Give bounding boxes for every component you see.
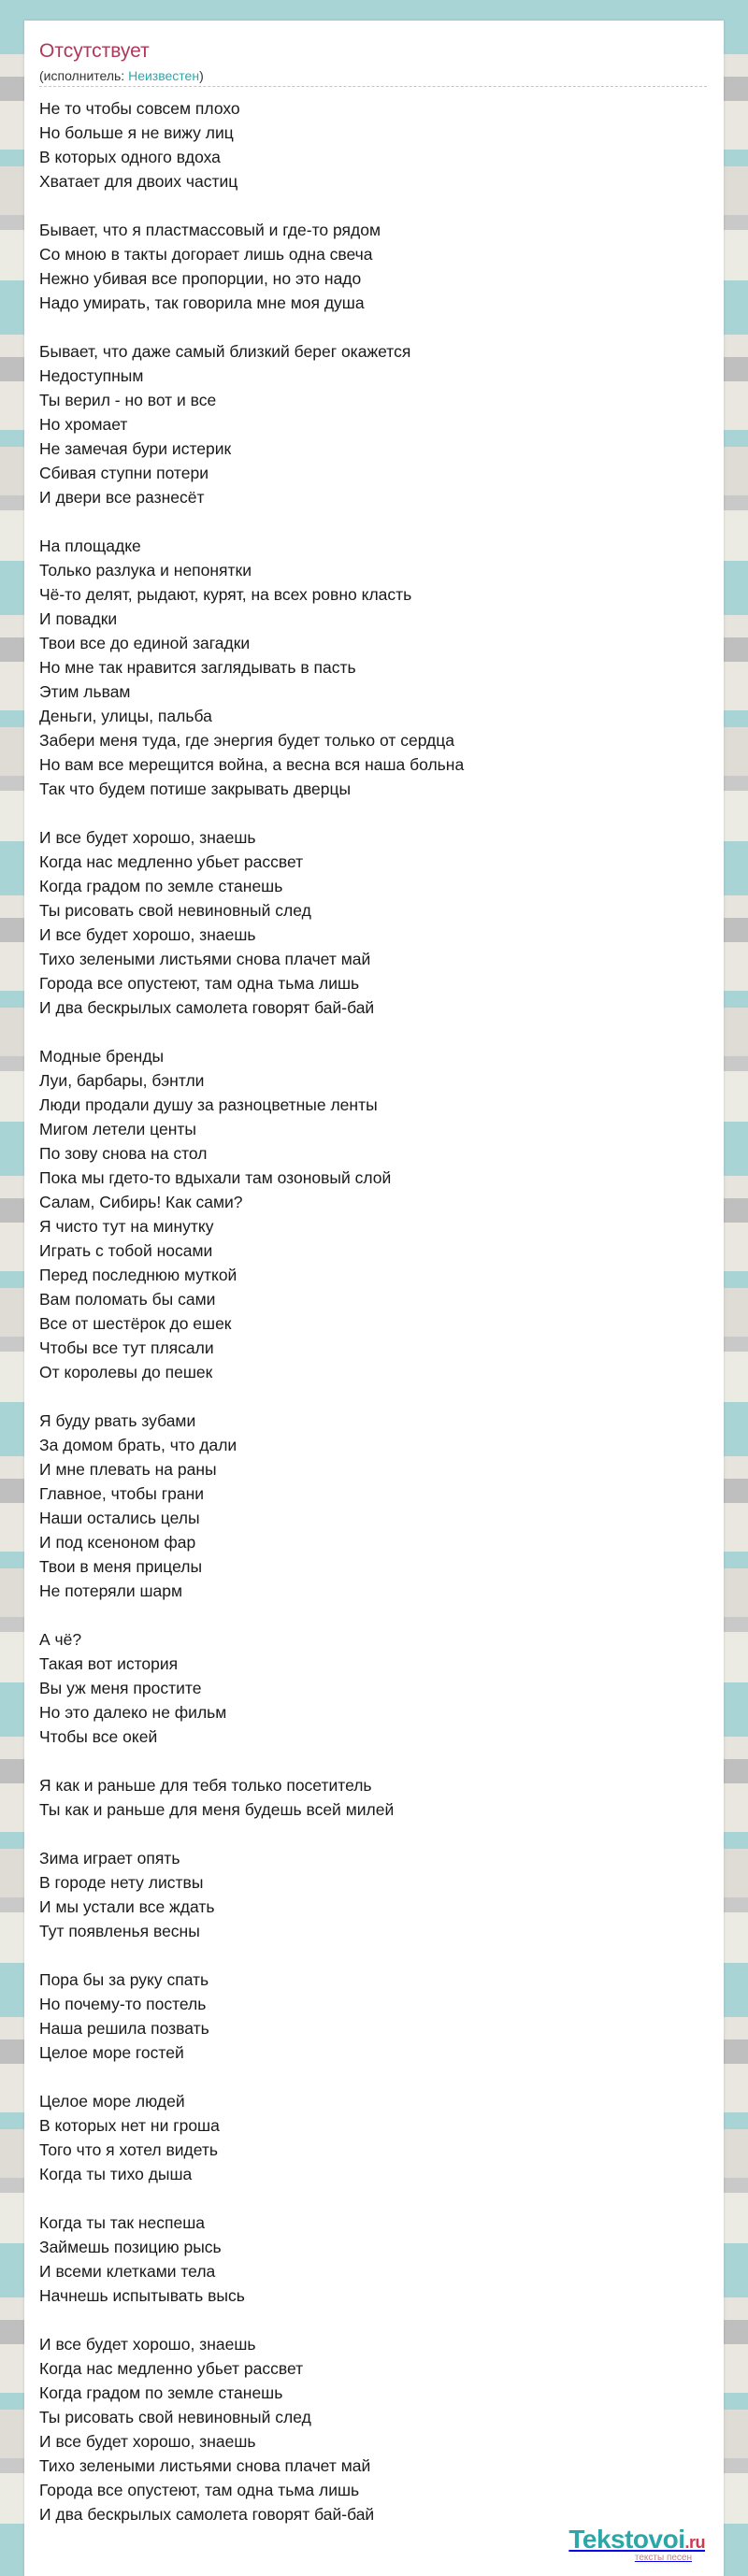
lyric-line: И все будет хорошо, знаешь <box>39 2432 256 2451</box>
lyric-line: Тут появленья весны <box>39 1922 200 1940</box>
lyric-line: В городе нету листвы <box>39 1873 204 1892</box>
lyric-line: В которых нет ни гроша <box>39 2116 220 2135</box>
stanza-break <box>39 2065 707 2089</box>
lyric-line: Когда нас медленно убьет рассвет <box>39 2359 304 2378</box>
lyric-line: Бывает, что я пластмассовый и где-то рядом <box>39 221 381 239</box>
stanza-break <box>39 1603 707 1627</box>
lyric-line: Но это далеко не фильм <box>39 1703 227 1722</box>
stanza-break <box>39 2186 707 2211</box>
site-logo[interactable] <box>568 2526 705 2563</box>
lyric-line: На площадке <box>39 537 141 555</box>
stanza-break <box>39 1822 707 1846</box>
lyric-line: Мигом летели центы <box>39 1120 196 1138</box>
lyric-line: Чтобы все окей <box>39 1727 158 1746</box>
artist-prefix: (исполнитель: <box>39 68 129 83</box>
lyric-line: Но вам все мерещится война, а весна вся наша больна <box>39 755 465 774</box>
lyric-line: Надо умирать, так говорила мне моя душа <box>39 293 365 312</box>
artist-link[interactable]: Неизвестен <box>128 68 200 83</box>
stanza-break <box>39 2308 707 2332</box>
lyric-line: Забери меня туда, где энергия будет только от сердца <box>39 731 455 750</box>
logo-wordmark <box>568 2526 705 2553</box>
lyric-line: Но больше я не вижу лиц <box>39 123 234 142</box>
header-divider <box>39 86 707 87</box>
lyric-line: По зову снова на стол <box>39 1144 208 1163</box>
lyric-line: Перед последнюю муткой <box>39 1266 237 1284</box>
lyric-line: И всеми клетками тела <box>39 2262 216 2281</box>
lyric-line: Займешь позицию рысь <box>39 2238 222 2256</box>
lyric-line: И два бескрылых самолета говорят бай-бай <box>39 998 375 1017</box>
lyric-line: Наши остались целы <box>39 1509 200 1527</box>
lyric-line: Деньги, улицы, пальба <box>39 707 212 725</box>
logo-name: Tekstovoi <box>568 2525 685 2554</box>
lyric-line: Я буду рвать зубами <box>39 1411 196 1430</box>
stanza-break <box>39 801 707 825</box>
lyric-line: Целое море гостей <box>39 2043 184 2062</box>
lyric-line: Только разлука и непонятки <box>39 561 252 580</box>
lyric-line: Вы уж меня простите <box>39 1679 202 1697</box>
lyric-line: Чтобы все тут плясали <box>39 1338 214 1357</box>
lyric-line: Твои все до единой загадки <box>39 634 251 652</box>
lyric-line: Так что будем потише закрывать дверцы <box>39 780 352 798</box>
lyric-line: Пока мы гдето-то вдыхали там озоновый слой <box>39 1168 392 1187</box>
lyric-line: И все будет хорошо, знаешь <box>39 2335 256 2354</box>
lyric-line: Целое море людей <box>39 2092 185 2111</box>
lyric-line: Я как и раньше для тебя только посетитель <box>39 1776 372 1795</box>
lyric-line: И все будет хорошо, знаешь <box>39 828 256 847</box>
lyric-line: Салам, Сибирь! Как сами? <box>39 1193 243 1211</box>
lyric-line: Тихо зелеными листьями снова плачет май <box>39 950 371 968</box>
lyric-line: Этим львам <box>39 682 131 701</box>
lyric-line: Тихо зелеными листьями снова плачет май <box>39 2456 371 2475</box>
lyric-line: И мы устали все ждать <box>39 1897 215 1916</box>
lyric-line: Недоступным <box>39 366 144 385</box>
song-title: Отсутствует <box>39 40 150 62</box>
lyric-line: Когда ты так неспеша <box>39 2213 205 2232</box>
stanza-break <box>39 315 707 339</box>
lyric-line: Не потеряли шарм <box>39 1581 183 1600</box>
lyric-line: Чё-то делят, рыдают, курят, на всех ровно класть <box>39 585 412 604</box>
lyric-line: И под ксеноном фар <box>39 1533 196 1552</box>
lyric-line: Но мне так нравится заглядывать в пасть <box>39 658 356 677</box>
lyric-line: Все от шестёрок до ешек <box>39 1314 232 1333</box>
lyric-line: Твои в меня прицелы <box>39 1557 203 1576</box>
lyric-line: И повадки <box>39 609 118 628</box>
lyric-line: И двери все разнесёт <box>39 488 205 507</box>
lyric-line: Того что я хотел видеть <box>39 2140 219 2159</box>
lyric-line: Не то чтобы совсем плохо <box>39 99 240 118</box>
lyric-line: Сбивая ступни потери <box>39 464 209 482</box>
lyric-line: Когда нас медленно убьет рассвет <box>39 852 304 871</box>
lyric-line: Хватает для двоих частиц <box>39 172 238 191</box>
lyric-line: Главное, чтобы грани <box>39 1484 205 1503</box>
lyric-line: Пора бы за руку спать <box>39 1970 209 1989</box>
lyric-line: Но почему-то постель <box>39 1995 207 2013</box>
lyric-line: Зима играет опять <box>39 1849 180 1868</box>
lyric-line: Люди продали душу за разноцветные ленты <box>39 1095 378 1114</box>
lyric-line: Такая вот история <box>39 1654 179 1673</box>
lyric-line: Играть с тобой носами <box>39 1241 213 1260</box>
lyric-line: Наша решила позвать <box>39 2019 209 2038</box>
lyric-line: Когда градом по земле станешь <box>39 877 283 895</box>
stanza-break <box>39 1943 707 1968</box>
lyric-line: Города все опустеют, там одна тьма лишь <box>39 2481 360 2499</box>
logo-tld: .ru <box>684 2533 705 2552</box>
lyric-line: Не замечая бури истерик <box>39 439 232 458</box>
lyric-line: За домом брать, что дали <box>39 1436 237 1454</box>
lyric-line: Ты верил - но вот и все <box>39 391 217 409</box>
lyric-line: От королевы до пешек <box>39 1363 213 1381</box>
lyric-line: Но хромает <box>39 415 128 434</box>
stanza-break <box>39 193 707 218</box>
lyric-line: Начнешь испытывать высь <box>39 2286 245 2305</box>
stanza-break <box>39 509 707 534</box>
lyric-line: Города все опустеют, там одна тьма лишь <box>39 974 360 993</box>
lyrics-text <box>39 96 707 2526</box>
logo-tagline: тексты песен <box>634 2553 692 2563</box>
lyric-line: В которых одного вдоха <box>39 148 221 166</box>
lyric-line: Когда градом по земле станешь <box>39 2383 283 2402</box>
lyric-line: Вам поломать бы сами <box>39 1290 216 1309</box>
lyric-line: И все будет хорошо, знаешь <box>39 925 256 944</box>
stanza-break <box>39 1020 707 1044</box>
lyric-line: И мне плевать на раны <box>39 1460 217 1479</box>
stanza-break <box>39 1384 707 1409</box>
lyric-line: Ты как и раньше для меня будешь всей милей <box>39 1800 395 1819</box>
lyric-line: Нежно убивая все пропорции, но это надо <box>39 269 362 288</box>
lyric-line: Бывает, что даже самый близкий берег окажется <box>39 342 411 361</box>
lyric-line: Модные бренды <box>39 1047 165 1066</box>
lyric-line: И два бескрылых самолета говорят бай-бай <box>39 2505 375 2524</box>
lyric-line: Луи, барбары, бэнтли <box>39 1071 205 1090</box>
lyric-line: А чё? <box>39 1630 82 1649</box>
lyrics-page <box>24 21 724 2576</box>
lyric-line: Я чисто тут на минутку <box>39 1217 214 1236</box>
lyric-line: Когда ты тихо дыша <box>39 2165 193 2183</box>
lyric-line: Ты рисовать свой невиновный след <box>39 901 311 920</box>
artist-line <box>39 67 204 84</box>
lyric-line: Ты рисовать свой невиновный след <box>39 2408 311 2426</box>
artist-suffix: ) <box>199 68 204 83</box>
lyric-line: Со мною в такты догорает лишь одна свеча <box>39 245 373 264</box>
stanza-break <box>39 1749 707 1773</box>
